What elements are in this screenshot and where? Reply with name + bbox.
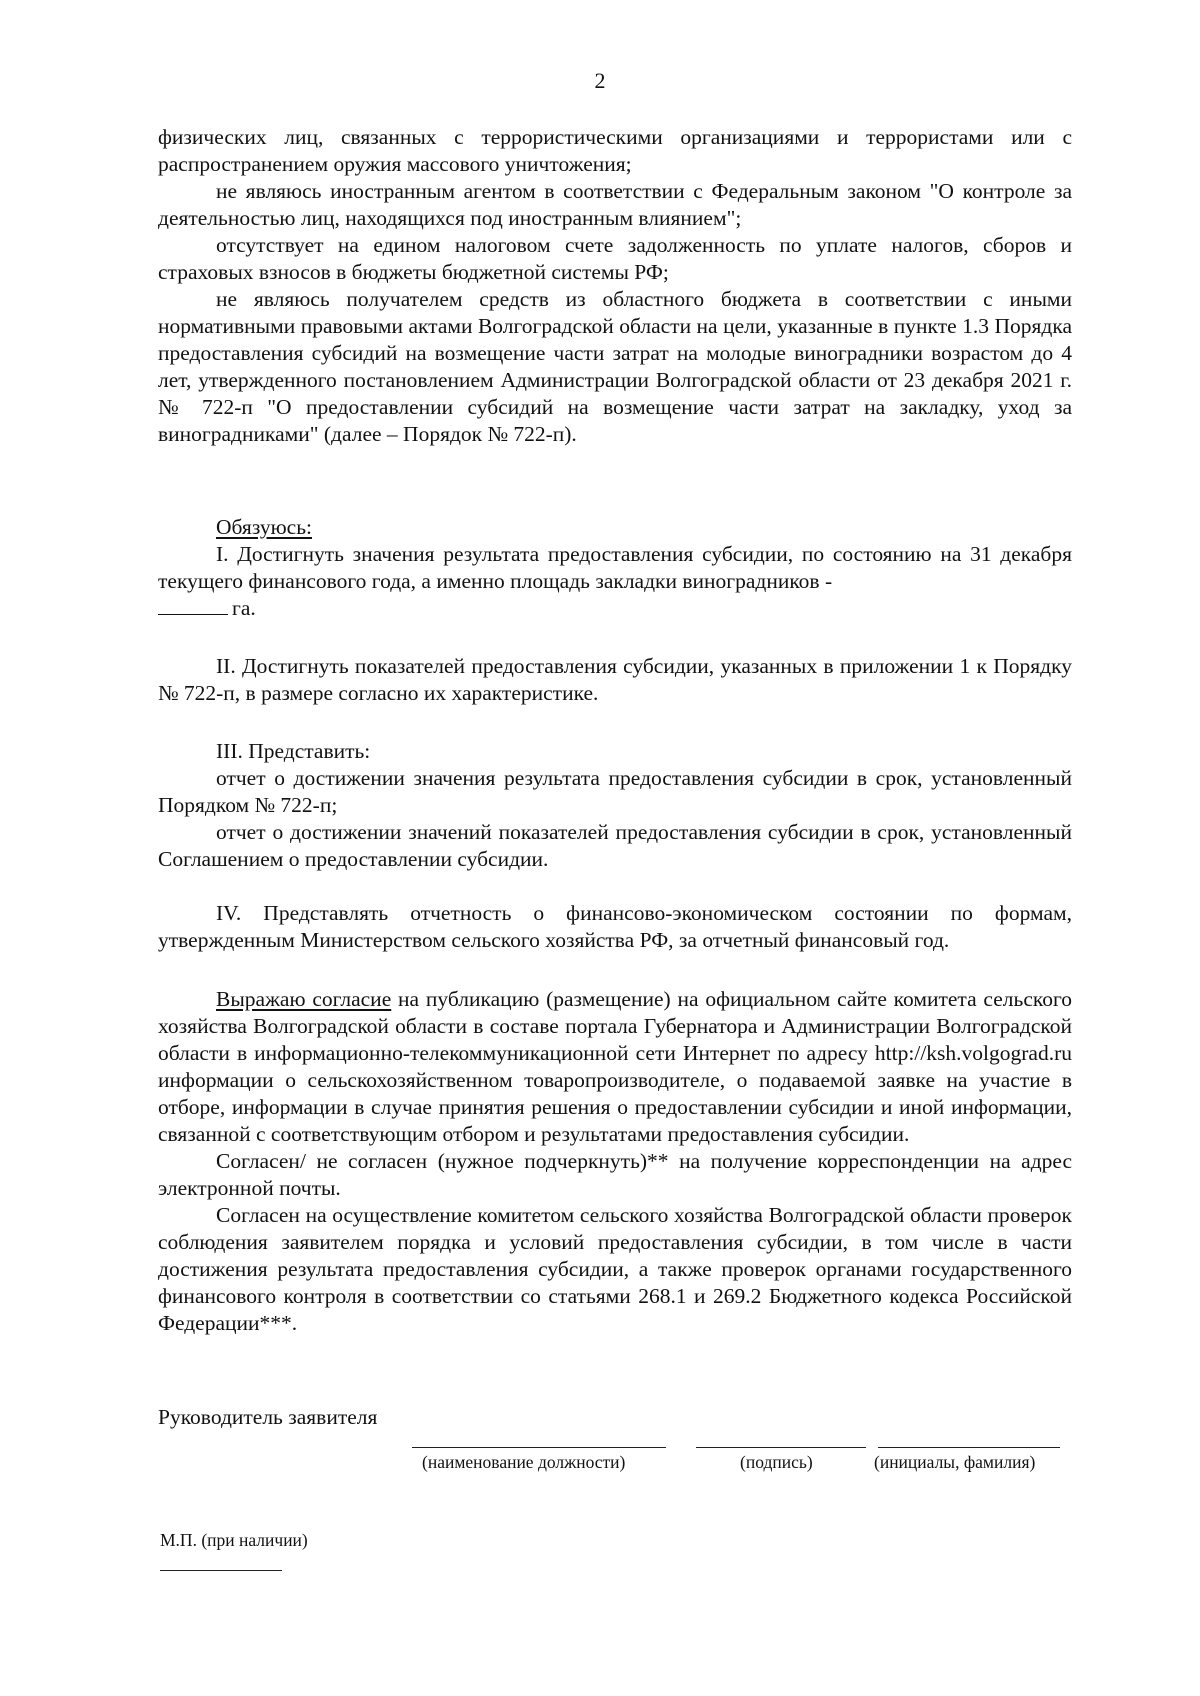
- obligations-heading: Обязуюсь:: [216, 515, 312, 539]
- obligations-block: [158, 514, 1072, 622]
- stamp-underline: [160, 1570, 282, 1571]
- page-number: 2: [594, 68, 606, 93]
- obligation-item-1-area: [158, 595, 1072, 622]
- consent-paragraph: Выражаю согласие на публикацию (размещение) на официальном сайте комитета сельского хозяйства Волгоградской области в составе портала Губернатора и Администрации Волгоградской области в информационно-телекоммуникационной сети Интернет по адресу http://ksh.volgograd.ru информации о сельскохозяйственном товаропроизводителе, о подаваемой заявке на участие в отборе, информации в случае принятия решения о предоставлении субсидии и иной информации, связанной с соответствующим отбором и результатами предоставления субсидии.: [158, 987, 1072, 1146]
- inspection-consent-paragraph: Согласен на осуществление комитетом сельского хозяйства Волгоградской области проверок соблюдения заявителем порядка и условий предоставления субсидии, в том числе в части достижения результата предоставления субсидии, а также проверок органами государственного финансового контроля в соответствии со статьями 268.1 и 269.2 Бюджетного кодекса Российской Федерации***.: [158, 1203, 1072, 1335]
- declarations-block: [158, 124, 1072, 448]
- area-blank-line: [158, 596, 228, 615]
- declaration-paragraph: отсутствует на едином налоговом счете задолженность по уплате налогов, сборов и страховых взносов в бюджеты бюджетной системы РФ;: [158, 233, 1072, 284]
- obligation-item-4: IV. Представлять отчетность о финансово-экономическом состоянии по формам, утвержденным Министерством сельского хозяйства РФ, за отчетный финансовый год.: [158, 901, 1072, 952]
- obligation-item-3a: отчет о достижении значения результата предоставления субсидии в срок, установленный Порядком № 722-п;: [158, 766, 1072, 817]
- signature-label-block: [158, 1404, 1072, 1431]
- position-signature-line: [412, 1447, 666, 1448]
- obligation-item-2: II. Достигнуть показателей предоставления субсидии, указанных в приложении 1 к Порядку № 722-п, в размере согласно их характеристике.: [158, 654, 1072, 705]
- name-caption: (инициалы, фамилия): [874, 1452, 1036, 1472]
- consent-block: [158, 986, 1072, 1337]
- obligation-item-3-heading: III. Представить:: [216, 739, 371, 763]
- signature-caption: (подпись): [740, 1452, 813, 1472]
- obligation-3-block: [158, 738, 1072, 873]
- position-caption: (наименование должности): [422, 1452, 626, 1472]
- stamp-label: М.П. (при наличии): [160, 1530, 308, 1550]
- name-signature-line: [878, 1447, 1060, 1448]
- area-unit: га.: [232, 596, 256, 620]
- consent-lead: Выражаю согласие: [216, 987, 392, 1011]
- signature-line: [696, 1447, 866, 1448]
- email-consent-paragraph: Согласен/ не согласен (нужное подчеркнуть)** на получение корреспонденции на адрес электронной почты.: [158, 1149, 1072, 1200]
- signature-label: Руководитель заявителя: [158, 1405, 378, 1429]
- obligation-item-1: I. Достигнуть значения результата предоставления субсидии, по состоянию на 31 декабря текущего финансового года, а именно площадь закладки виноградников -: [158, 542, 1072, 593]
- obligation-item-3b: отчет о достижении значений показателей предоставления субсидии в срок, установленный Соглашением о предоставлении субсидии.: [158, 820, 1072, 871]
- declaration-paragraph: физических лиц, связанных с террористическими организациями и террористами или с распространением оружия массового уничтожения;: [158, 125, 1072, 176]
- declaration-paragraph: не являюсь иностранным агентом в соответствии с Федеральным законом "О контроле за деятельностью лиц, находящихся под иностранным влиянием";: [158, 179, 1072, 230]
- obligation-2-block: [158, 653, 1072, 707]
- declaration-paragraph: не являюсь получателем средств из областного бюджета в соответствии с иными нормативными правовыми актами Волгоградской области на цели, указанные в пункте 1.3 Порядка предоставления субсидий на возмещение части затрат на молодые виноградники возрастом до 4 лет, утвержденного постановлением Администрации Волгоградской области от 23 декабря 2021 г. № 722-п "О предоставлении субсидий на возмещение части затрат на закладку, уход за виноградниками" (далее – Порядок № 722-п).: [158, 287, 1072, 446]
- obligation-4-block: [158, 900, 1072, 954]
